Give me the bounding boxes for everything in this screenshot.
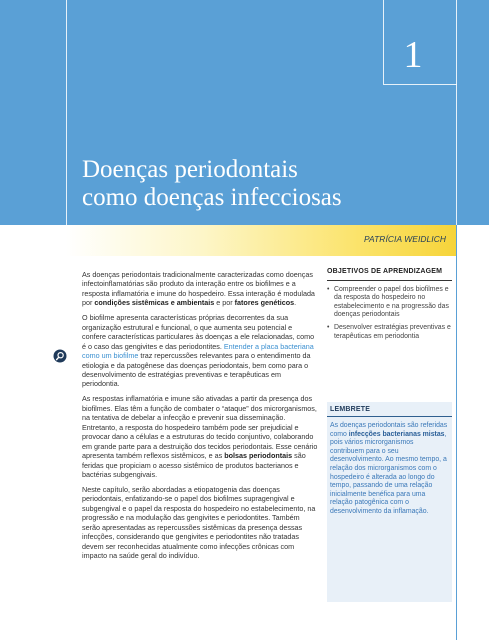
lembrete-box <box>327 402 452 602</box>
header-rule-horizontal <box>383 84 457 85</box>
chapter-header <box>0 0 489 225</box>
page-right-rule <box>456 225 457 640</box>
header-rule-vertical-left <box>66 0 67 225</box>
chapter-title-line1: Doenças periodontais <box>82 156 298 183</box>
text-span: . <box>294 298 297 308</box>
text-span: As doenças periodontais tradicionalmente caracterizadas como doenças infectoinflamatórias são produto da interação entre os biofilmes e a resposta inflamatória e imune do hospedeiro. Essa interação é modulada por <box>82 270 315 308</box>
emphasis-systemic-conditions: condições sistêmicas e ambientais <box>94 298 215 308</box>
paragraph-chapter-scope: Neste capítulo, serão abordadas a etiopatogenia das doenças periodontais, enfatizando-se o papel dos biofilmes supragengival e subgengival e o papel da resposta do hospedeiro no estabelecimento, na progressão e na modulação das gengivites e periodontites. Também serão apresentadas as repercussões sistêmicas da presença dessas infecções, considerando que gengivites e periodontites não tratadas devem ser reconhecidas atualmente como infecções crônicas com impacto na saúde geral do indivíduo. <box>82 485 316 561</box>
objectives-list <box>327 286 452 342</box>
magnifier-marker-icon <box>53 349 67 363</box>
chapter-title-line2: como doenças infecciosas <box>82 184 342 211</box>
objective-item: • Desenvolver estratégias preventivas e terapêuticas em periodontia <box>327 324 452 341</box>
text-span: As doenças periodontais são referidas como <box>330 422 448 438</box>
lembrete-text <box>327 417 452 517</box>
learning-objectives <box>327 268 452 345</box>
chapter-title <box>82 156 442 212</box>
chapter-author: PATRÍCIA WEIDLICH <box>363 234 446 244</box>
biofilm-link[interactable]: Entender a placa bacteriana como um biofilme <box>82 341 314 361</box>
chapter-number: 1 <box>403 34 423 76</box>
emphasis-mixed-infections: infecções bacterianas mistas <box>348 430 445 438</box>
text-span: O biofilme apresenta características próprias decorrentes da sua organização estrutural e funcional, o que aumenta seu potencial e confere características particulares às doenças a ele relacionadas, como é o caso das gengivites e das periodontites. <box>82 313 315 351</box>
text-span: traz repercussões relevantes para o entendimento da etiologia e da patogênese das doenças periodontais, bem como para o desenvolvimento de estratégias preventivas e terapêuticas em periodontia. <box>82 351 311 389</box>
paragraph-immune-response <box>82 394 318 479</box>
text-span: são feridas que propiciam o acesso sistêmico de produtos bacterianos e bactérias subgengivais. <box>82 451 306 480</box>
author-band <box>66 225 456 256</box>
text-span: e por <box>214 298 235 308</box>
text-span: As respostas inflamatória e imune são ativadas a partir da presença dos biofilmes. Elas têm a função de combater o “ataque” dos microrganismos, na tentativa de debelar a infecção e prevenir sua disseminação. Entretanto, a resposta do hospedeiro também pode ser prejudicial e provocar dano a células e a estruturas do tecido conjuntivo, colaborando em grande parte para a destruição dos tecidos periodontais. Esse cenário apresenta também reflexos sistêmicos, e as <box>82 394 318 461</box>
paragraph-intro <box>82 270 318 308</box>
header-rule-vertical-right <box>383 0 384 84</box>
main-text-column <box>82 270 318 566</box>
objective-item: • Compreender o papel dos biofilmes e da resposta do hospedeiro no estabelecimento e na progressão das doenças periodontais <box>327 286 452 320</box>
emphasis-periodontal-pockets: bolsas periodontais <box>224 451 293 461</box>
header-rule-vertical-edge <box>456 0 457 225</box>
emphasis-genetic-factors: fatores genéticos <box>234 298 295 308</box>
objectives-heading: OBJETIVOS DE APRENDIZAGEM <box>327 268 452 281</box>
text-span: , pois vários microrganismos contribuem para o seu desenvolvimento. Ao mesmo tempo, a relação dos microrganismos com o hospedeiro é alterada ao longo do tempo, passando de uma relação inicialmente benéfica para uma relação patogênica com o desenvolvimento da inflamação. <box>330 430 447 515</box>
lembrete-heading: LEMBRETE <box>327 402 452 417</box>
paragraph-biofilm <box>82 313 318 389</box>
